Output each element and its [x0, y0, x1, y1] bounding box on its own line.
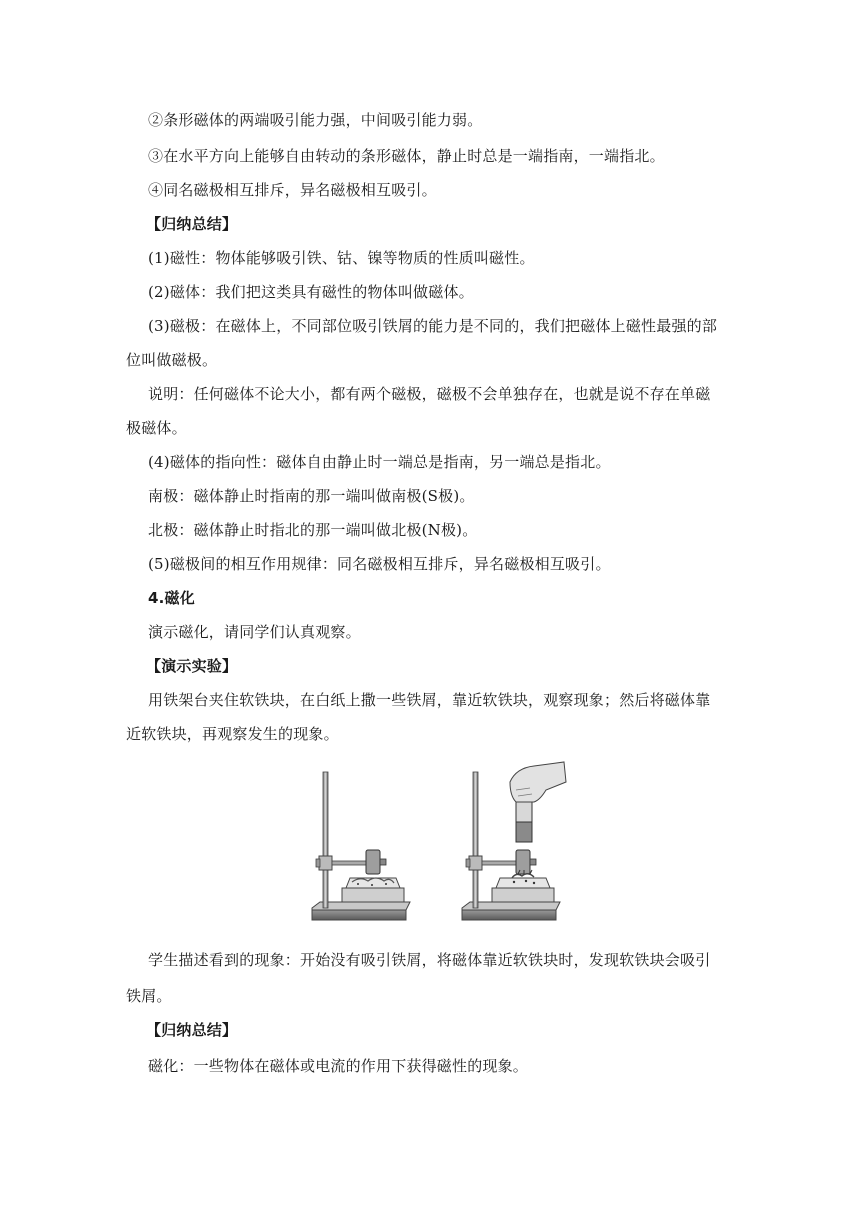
paragraph: ②条形磁体的两端吸引能力强，中间吸引能力弱。: [148, 111, 483, 129]
iron-stand-illustration: [310, 760, 580, 924]
paragraph-continuation: 铁屑。: [126, 987, 172, 1005]
paragraph: 用铁架台夹住软铁块，在白纸上撒一些铁屑，靠近软铁块，观察现象；然后将磁体靠: [148, 691, 711, 709]
section-heading: 【归纳总结】: [146, 215, 238, 233]
paragraph-continuation: 位叫做磁极。: [126, 351, 218, 369]
section-heading: 4.磁化: [148, 589, 195, 607]
section-heading: 【演示实验】: [146, 657, 238, 675]
paragraph: ③在水平方向上能够自由转动的条形磁体，静止时总是一端指南，一端指北。: [148, 147, 665, 165]
paragraph: (1)磁性：物体能够吸引铁、钴、镍等物质的性质叫磁性。: [148, 249, 535, 267]
paragraph: (5)磁极间的相互作用规律：同名磁极相互排斥，异名磁极相互吸引。: [148, 555, 611, 573]
left-stand: [312, 772, 410, 920]
experiment-figure: [310, 760, 580, 924]
paragraph: 磁化：一些物体在磁体或电流的作用下获得磁性的现象。: [148, 1057, 529, 1075]
paragraph: 说明：任何磁体不论大小，都有两个磁极，磁极不会单独存在，也就是说不存在单磁: [148, 385, 711, 403]
paragraph: (3)磁极：在磁体上，不同部位吸引铁屑的能力是不同的，我们把磁体上磁性最强的部: [148, 317, 718, 335]
paragraph-continuation: 近软铁块，再观察发生的现象。: [126, 725, 339, 743]
section-heading: 【归纳总结】: [146, 1021, 238, 1039]
paragraph: 北极：磁体静止时指北的那一端叫做北极(N极)。: [148, 521, 478, 539]
paragraph: (2)磁体：我们把这类具有磁性的物体叫做磁体。: [148, 283, 474, 301]
paragraph: 演示磁化，请同学们认真观察。: [148, 623, 361, 641]
paragraph-continuation: 极磁体。: [126, 419, 187, 437]
paragraph: ④同名磁极相互排斥，异名磁极相互吸引。: [148, 181, 437, 199]
paragraph: 学生描述看到的现象：开始没有吸引铁屑，将磁体靠近软铁块时，发现软铁块会吸引: [148, 951, 711, 969]
right-stand: [462, 762, 566, 920]
paragraph: (4)磁体的指向性：磁体自由静止时一端总是指南，另一端总是指北。: [148, 453, 611, 471]
paragraph: 南极：磁体静止时指南的那一端叫做南极(S极)。: [148, 487, 475, 505]
